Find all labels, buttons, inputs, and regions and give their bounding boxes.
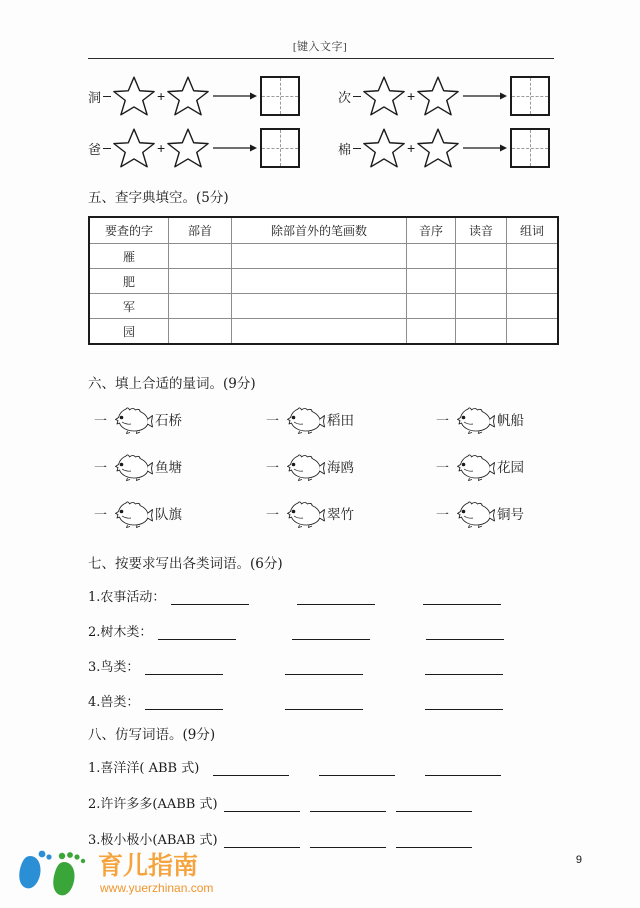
answer-blank[interactable]	[158, 625, 236, 640]
table-cell-blank[interactable]	[456, 319, 507, 345]
tianzige-box[interactable]	[510, 128, 550, 168]
star-icon	[112, 75, 156, 117]
brand-website: www.yuerzhinan.com	[100, 881, 214, 895]
star-icon	[112, 127, 156, 169]
answer-blank[interactable]	[425, 761, 501, 776]
fish-icon	[111, 451, 153, 481]
question-label: 2.许许多多(AABB 式)	[88, 797, 218, 812]
question-label: 4.兽类：	[88, 695, 140, 710]
table-cell-blank[interactable]	[232, 319, 407, 345]
measure-word-noun: 花园	[497, 460, 525, 476]
answer-blank[interactable]	[285, 660, 363, 675]
question-row	[88, 793, 472, 812]
answer-blank[interactable]	[426, 625, 504, 640]
answer-blank[interactable]	[297, 590, 375, 605]
answer-blank[interactable]	[396, 797, 472, 812]
table-cell-blank[interactable]	[169, 244, 232, 269]
answer-blank[interactable]	[319, 761, 395, 776]
equation-char: 爸	[88, 142, 102, 158]
star-column-right	[338, 68, 554, 176]
answer-blank[interactable]	[292, 625, 370, 640]
document-header-placeholder: [键入文字]	[292, 41, 348, 53]
table-cell-blank[interactable]	[507, 269, 559, 294]
minus-icon	[103, 96, 111, 97]
plus-symbol: +	[157, 88, 166, 104]
quantifier-label: 一	[436, 460, 450, 476]
question-row	[88, 829, 472, 848]
table-row	[89, 319, 558, 345]
dictionary-table	[88, 216, 559, 345]
quantifier-label: 一	[266, 507, 280, 523]
answer-blank[interactable]	[171, 590, 249, 605]
question-row	[88, 621, 504, 640]
header-divider	[88, 58, 554, 59]
equation-char: 洞	[88, 90, 102, 106]
tianzige-box[interactable]	[260, 76, 300, 116]
table-header-cell: 组词	[507, 217, 559, 244]
fish-icon	[111, 498, 153, 528]
measure-word-grid	[88, 402, 554, 534]
fish-icon	[283, 404, 325, 434]
table-cell-blank[interactable]	[507, 244, 559, 269]
question-label: 3.极小极小(ABAB 式)	[88, 833, 218, 848]
measure-word-noun: 队旗	[155, 507, 183, 523]
star-equation-row	[338, 122, 550, 174]
measure-word-item[interactable]	[266, 449, 354, 483]
measure-word-item[interactable]	[436, 402, 524, 436]
site-logo	[16, 848, 256, 900]
table-header-cell: 读音	[456, 217, 507, 244]
star-equation-row	[338, 70, 550, 122]
answer-blank[interactable]	[145, 695, 223, 710]
question-row	[88, 656, 503, 675]
plus-symbol: +	[407, 88, 416, 104]
table-cell-blank[interactable]	[456, 269, 507, 294]
fish-icon	[453, 404, 495, 434]
measure-word-noun: 石桥	[155, 413, 183, 429]
question-label: 1.农事活动：	[88, 590, 166, 605]
fish-icon	[283, 451, 325, 481]
table-cell-blank[interactable]	[232, 294, 407, 319]
answer-blank[interactable]	[224, 833, 300, 848]
table-cell-character: 肥	[89, 269, 169, 294]
answer-blank[interactable]	[310, 833, 386, 848]
answer-blank[interactable]	[213, 761, 289, 776]
question-label: 3.鸟类：	[88, 660, 140, 675]
table-cell-blank[interactable]	[407, 269, 456, 294]
quantifier-label: 一	[436, 413, 450, 429]
star-column-left	[88, 68, 321, 176]
table-cell-blank[interactable]	[232, 269, 407, 294]
table-cell-blank[interactable]	[456, 294, 507, 319]
star-icon	[362, 127, 406, 169]
star-icon	[166, 75, 210, 117]
answer-blank[interactable]	[285, 695, 363, 710]
table-cell-blank[interactable]	[169, 269, 232, 294]
table-cell-blank[interactable]	[507, 294, 559, 319]
table-cell-blank[interactable]	[232, 244, 407, 269]
section-six-title: 六、填上合适的量词。(9分)	[88, 376, 256, 392]
table-row	[89, 294, 558, 319]
arrow-right-icon	[212, 90, 258, 102]
section-five-title: 五、查字典填空。(5分)	[88, 190, 229, 206]
fish-icon	[111, 404, 153, 434]
answer-blank[interactable]	[145, 660, 223, 675]
footprint-blue-icon	[19, 851, 51, 889]
star-icon	[166, 127, 210, 169]
table-header-cell: 音序	[407, 217, 456, 244]
section-eight-title: 八、仿写词语。(9分)	[88, 727, 216, 743]
measure-word-item[interactable]	[94, 496, 182, 530]
minus-icon	[103, 148, 111, 149]
answer-blank[interactable]	[224, 797, 300, 812]
measure-word-noun: 海鸥	[327, 460, 355, 476]
table-cell-character: 雁	[89, 244, 169, 269]
measure-word-item[interactable]	[266, 402, 354, 436]
table-cell-blank[interactable]	[407, 319, 456, 345]
question-label: 2.树木类：	[88, 625, 153, 640]
quantifier-label: 一	[94, 413, 108, 429]
answer-blank[interactable]	[425, 695, 503, 710]
table-header-cell: 要查的字	[89, 217, 169, 244]
answer-blank[interactable]	[310, 797, 386, 812]
table-cell-character: 园	[89, 319, 169, 345]
table-header-row	[89, 217, 558, 244]
table-header-cell: 除部首外的笔画数	[232, 217, 407, 244]
table-cell-blank[interactable]	[169, 319, 232, 345]
equation-char: 棉	[338, 142, 352, 158]
answer-blank[interactable]	[425, 660, 503, 675]
table-cell-blank[interactable]	[407, 244, 456, 269]
table-cell-blank[interactable]	[507, 319, 559, 345]
table-row	[89, 269, 558, 294]
arrow-right-icon	[212, 142, 258, 154]
arrow-right-icon	[462, 142, 508, 154]
fish-icon	[453, 498, 495, 528]
star-equation-row	[88, 122, 300, 174]
measure-word-item[interactable]	[436, 449, 524, 483]
measure-word-item[interactable]	[94, 449, 182, 483]
star-equation-row	[88, 70, 300, 122]
arrow-right-icon	[462, 90, 508, 102]
measure-word-noun: 翠竹	[327, 507, 355, 523]
minus-icon	[353, 96, 361, 97]
star-equation-area	[88, 68, 554, 176]
question-row	[88, 691, 503, 710]
answer-blank[interactable]	[423, 590, 501, 605]
measure-word-noun: 鱼塘	[155, 460, 183, 476]
quantifier-label: 一	[266, 460, 280, 476]
table-cell-blank[interactable]	[456, 244, 507, 269]
plus-symbol: +	[407, 140, 416, 156]
measure-word-item[interactable]	[436, 496, 524, 530]
measure-word-noun: 帆船	[497, 413, 525, 429]
brand-name: 育儿指南	[98, 851, 199, 880]
quantifier-label: 一	[94, 460, 108, 476]
measure-word-item[interactable]	[94, 402, 182, 436]
table-row	[89, 244, 558, 269]
question-row	[88, 586, 501, 605]
star-icon	[416, 127, 460, 169]
tianzige-box[interactable]	[260, 128, 300, 168]
table-cell-character: 军	[89, 294, 169, 319]
table-cell-blank[interactable]	[169, 294, 232, 319]
table-header-cell: 部首	[169, 217, 232, 244]
minus-icon	[353, 148, 361, 149]
equation-char: 次	[338, 90, 352, 106]
star-icon	[416, 75, 460, 117]
measure-word-noun: 稻田	[327, 413, 355, 429]
page-number: 9	[575, 854, 582, 866]
measure-word-noun: 铜号	[497, 507, 525, 523]
question-label: 1.喜洋洋( ABB 式)	[88, 761, 200, 776]
plus-symbol: +	[157, 140, 166, 156]
quantifier-label: 一	[266, 413, 280, 429]
section-seven-title: 七、按要求写出各类词语。(6分)	[88, 556, 283, 572]
star-icon	[362, 75, 406, 117]
fish-icon	[453, 451, 495, 481]
fish-icon	[283, 498, 325, 528]
footprint-green-icon	[53, 852, 85, 895]
question-row	[88, 757, 501, 776]
tianzige-box[interactable]	[510, 76, 550, 116]
table-cell-blank[interactable]	[407, 294, 456, 319]
answer-blank[interactable]	[396, 833, 472, 848]
measure-word-item[interactable]	[266, 496, 354, 530]
quantifier-label: 一	[94, 507, 108, 523]
quantifier-label: 一	[436, 507, 450, 523]
